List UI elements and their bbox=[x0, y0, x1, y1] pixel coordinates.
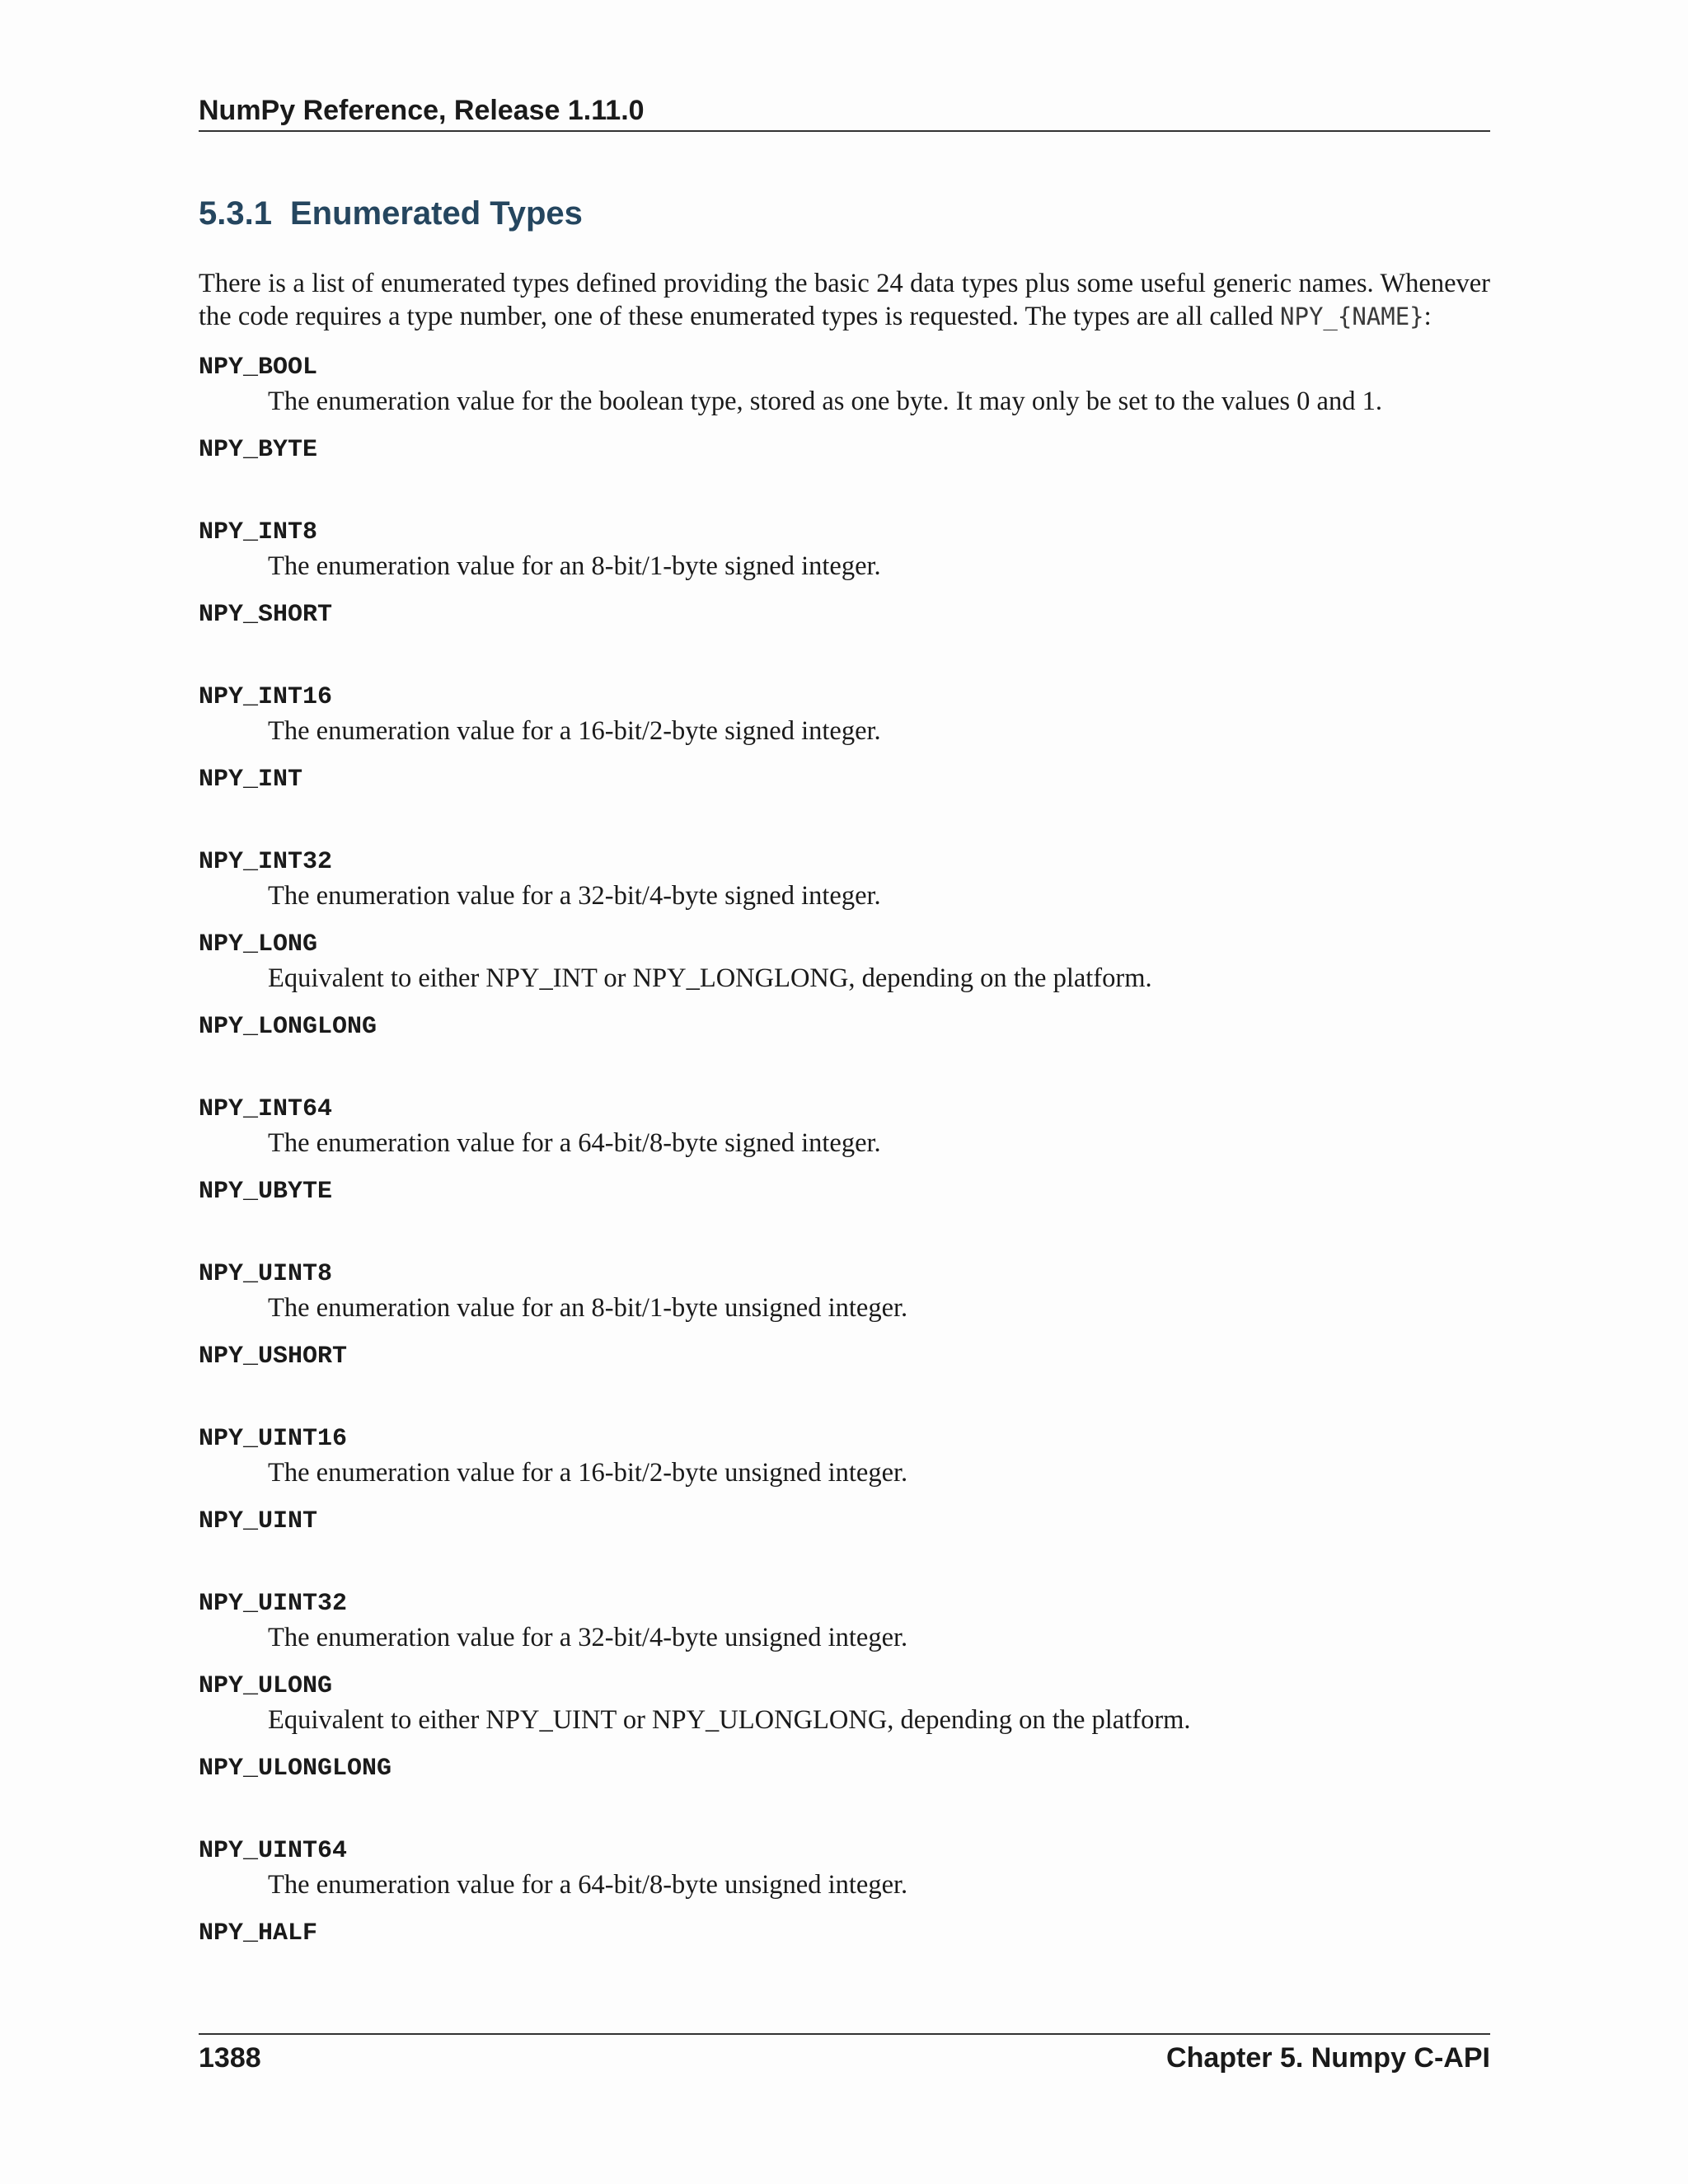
section-title: Enumerated Types bbox=[289, 195, 583, 232]
enum-entry bbox=[199, 1010, 1490, 1092]
enum-name: NPY_ULONGLONG bbox=[199, 1755, 392, 1783]
enum-description: Equivalent to either NPY_INT or NPY_LONGLONG, depending on the platform. bbox=[268, 963, 1152, 993]
enum-name: NPY_BOOL bbox=[199, 354, 318, 382]
enum-entry bbox=[199, 1422, 1490, 1504]
intro-text-end: : bbox=[1423, 302, 1432, 331]
enum-name: NPY_ULONG bbox=[199, 1672, 333, 1700]
enum-description: The enumeration value for a 64-bit/8-byte signed integer. bbox=[268, 1128, 881, 1158]
enum-name: NPY_HALF bbox=[199, 1919, 318, 1947]
enum-name: NPY_LONGLONG bbox=[199, 1013, 377, 1041]
header-rule bbox=[199, 130, 1490, 132]
enum-name: NPY_INT16 bbox=[199, 683, 333, 711]
enum-name: NPY_USHORT bbox=[199, 1343, 348, 1371]
enum-name: NPY_INT bbox=[199, 766, 303, 794]
enum-name: NPY_UINT16 bbox=[199, 1425, 348, 1453]
enum-name: NPY_BYTE bbox=[199, 436, 318, 464]
enum-description: The enumeration value for a 32-bit/4-byte unsigned integer. bbox=[268, 1623, 908, 1652]
chapter-title: Chapter 5. Numpy C-API bbox=[1166, 2042, 1490, 2074]
enum-entry bbox=[199, 1339, 1490, 1422]
enum-entry bbox=[199, 1174, 1490, 1257]
document-page bbox=[199, 0, 1490, 2184]
enum-name: NPY_SHORT bbox=[199, 601, 333, 629]
enum-entry bbox=[199, 433, 1490, 515]
enum-name: NPY_INT32 bbox=[199, 848, 333, 876]
enum-entry bbox=[199, 598, 1490, 680]
enum-description: The enumeration value for an 8-bit/1-byte signed integer. bbox=[268, 551, 881, 581]
enum-name: NPY_UINT32 bbox=[199, 1590, 348, 1618]
intro-code: NPY_{NAME} bbox=[1280, 302, 1424, 330]
enum-entry bbox=[199, 1504, 1490, 1586]
running-header: NumPy Reference, Release 1.11.0 bbox=[199, 95, 645, 126]
enum-entry bbox=[199, 680, 1490, 762]
enum-name: NPY_INT8 bbox=[199, 518, 318, 546]
enum-name: NPY_UBYTE bbox=[199, 1178, 333, 1206]
enum-entry bbox=[199, 1669, 1490, 1751]
enum-entry bbox=[199, 845, 1490, 927]
enum-entry-list bbox=[199, 350, 1490, 1999]
enum-description: The enumeration value for the boolean type, stored as one byte. It may only be set to the values 0 and 1. bbox=[268, 387, 1382, 416]
enum-description: The enumeration value for a 32-bit/4-byte signed integer. bbox=[268, 881, 881, 911]
enum-description: Equivalent to either NPY_UINT or NPY_ULONGLONG, depending on the platform. bbox=[268, 1705, 1191, 1735]
enum-name: NPY_UINT8 bbox=[199, 1260, 333, 1288]
enum-description: The enumeration value for a 16-bit/2-byte unsigned integer. bbox=[268, 1458, 908, 1488]
enum-name: NPY_INT64 bbox=[199, 1095, 333, 1123]
enum-name: NPY_UINT bbox=[199, 1507, 318, 1535]
enum-entry bbox=[199, 1916, 1490, 1999]
enum-entry bbox=[199, 927, 1490, 1010]
enum-entry bbox=[199, 1586, 1490, 1669]
enum-description: The enumeration value for a 16-bit/2-byte signed integer. bbox=[268, 716, 881, 746]
enum-description: The enumeration value for a 64-bit/8-byte unsigned integer. bbox=[268, 1870, 908, 1900]
enum-entry bbox=[199, 1092, 1490, 1174]
footer-rule bbox=[199, 2033, 1490, 2035]
enum-entry bbox=[199, 350, 1490, 433]
enum-entry bbox=[199, 762, 1490, 845]
enum-name: NPY_UINT64 bbox=[199, 1837, 348, 1865]
section-heading bbox=[199, 193, 583, 234]
intro-paragraph bbox=[199, 267, 1490, 333]
enum-name: NPY_LONG bbox=[199, 930, 318, 958]
page-number: 1388 bbox=[199, 2042, 261, 2074]
enum-entry bbox=[199, 1257, 1490, 1339]
enum-entry bbox=[199, 515, 1490, 598]
enum-description: The enumeration value for an 8-bit/1-byte unsigned integer. bbox=[268, 1293, 908, 1323]
section-number: 5.3.1 bbox=[199, 195, 272, 232]
enum-entry bbox=[199, 1751, 1490, 1834]
enum-entry bbox=[199, 1834, 1490, 1916]
intro-text: There is a list of enumerated types defined providing the basic 24 data types plus some useful generic names. Whenever the code requires a type number, one of these enumerated types is requested. The types are all called bbox=[199, 269, 1490, 331]
